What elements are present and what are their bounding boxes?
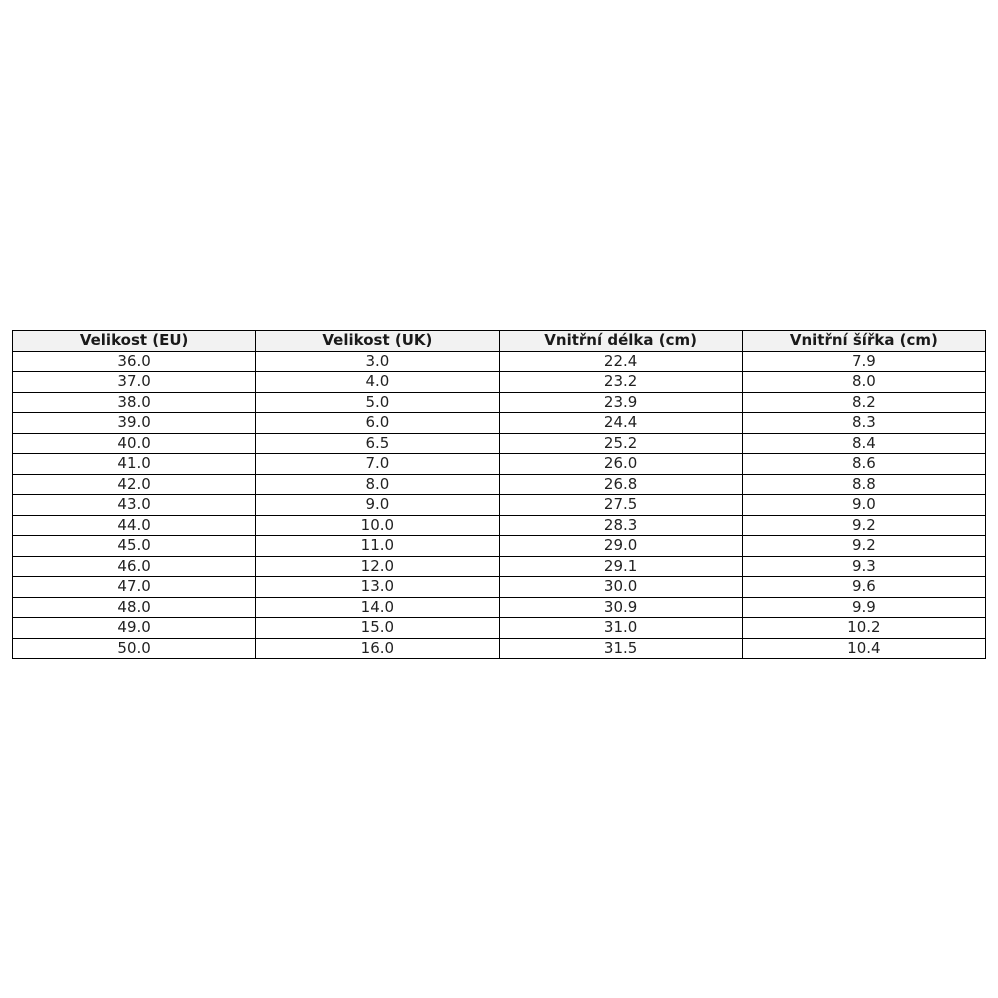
table-cell: 31.0	[499, 618, 742, 639]
table-cell: 8.6	[742, 454, 985, 475]
table-row	[13, 454, 986, 475]
table-cell: 6.0	[256, 413, 499, 434]
table-cell: 14.0	[256, 597, 499, 618]
table-cell: 37.0	[13, 372, 256, 393]
table-cell: 41.0	[13, 454, 256, 475]
table-cell: 23.9	[499, 392, 742, 413]
table-cell: 10.2	[742, 618, 985, 639]
table-cell: 24.4	[499, 413, 742, 434]
table-cell: 8.0	[256, 474, 499, 495]
table-cell: 3.0	[256, 351, 499, 372]
table-cell: 12.0	[256, 556, 499, 577]
table-cell: 15.0	[256, 618, 499, 639]
table-cell: 26.0	[499, 454, 742, 475]
table-cell: 6.5	[256, 433, 499, 454]
table-cell: 42.0	[13, 474, 256, 495]
table-cell: 49.0	[13, 618, 256, 639]
table-cell: 31.5	[499, 638, 742, 659]
table-cell: 29.0	[499, 536, 742, 557]
table-cell: 27.5	[499, 495, 742, 516]
table-row	[13, 372, 986, 393]
table-cell: 22.4	[499, 351, 742, 372]
column-header: Velikost (EU)	[13, 331, 256, 352]
table-row	[13, 392, 986, 413]
table-row	[13, 413, 986, 434]
column-header: Vnitřní šířka (cm)	[742, 331, 985, 352]
table-row	[13, 556, 986, 577]
table-cell: 44.0	[13, 515, 256, 536]
table-cell: 50.0	[13, 638, 256, 659]
table-cell: 40.0	[13, 433, 256, 454]
table-cell: 9.6	[742, 577, 985, 598]
table-cell: 8.3	[742, 413, 985, 434]
table-cell: 45.0	[13, 536, 256, 557]
table-row	[13, 618, 986, 639]
column-header: Velikost (UK)	[256, 331, 499, 352]
table-cell: 30.0	[499, 577, 742, 598]
table-cell: 7.9	[742, 351, 985, 372]
table-cell: 36.0	[13, 351, 256, 372]
table-cell: 7.0	[256, 454, 499, 475]
table-head	[13, 331, 986, 352]
table-cell: 8.4	[742, 433, 985, 454]
table-body	[13, 351, 986, 659]
table-cell: 13.0	[256, 577, 499, 598]
table-cell: 8.8	[742, 474, 985, 495]
table-cell: 43.0	[13, 495, 256, 516]
table-row	[13, 351, 986, 372]
table-row	[13, 474, 986, 495]
table-cell: 9.3	[742, 556, 985, 577]
table-cell: 38.0	[13, 392, 256, 413]
table-cell: 4.0	[256, 372, 499, 393]
table-cell: 10.4	[742, 638, 985, 659]
table-cell: 26.8	[499, 474, 742, 495]
table-row	[13, 536, 986, 557]
table-cell: 9.0	[742, 495, 985, 516]
table-cell: 11.0	[256, 536, 499, 557]
table-cell: 9.0	[256, 495, 499, 516]
table-cell: 47.0	[13, 577, 256, 598]
table-cell: 8.0	[742, 372, 985, 393]
table-cell: 25.2	[499, 433, 742, 454]
table-row	[13, 638, 986, 659]
table-row	[13, 515, 986, 536]
table-cell: 29.1	[499, 556, 742, 577]
table-cell: 28.3	[499, 515, 742, 536]
table-row	[13, 495, 986, 516]
table-cell: 8.2	[742, 392, 985, 413]
table-cell: 16.0	[256, 638, 499, 659]
table-cell: 30.9	[499, 597, 742, 618]
size-conversion-table	[12, 330, 986, 659]
table-cell: 48.0	[13, 597, 256, 618]
table-cell: 46.0	[13, 556, 256, 577]
table-row	[13, 577, 986, 598]
table-cell: 23.2	[499, 372, 742, 393]
column-header: Vnitřní délka (cm)	[499, 331, 742, 352]
table-row	[13, 433, 986, 454]
table-cell: 9.9	[742, 597, 985, 618]
table-cell: 10.0	[256, 515, 499, 536]
table-row	[13, 597, 986, 618]
table-cell: 5.0	[256, 392, 499, 413]
header-row	[13, 331, 986, 352]
table-cell: 39.0	[13, 413, 256, 434]
table-cell: 9.2	[742, 515, 985, 536]
table-cell: 9.2	[742, 536, 985, 557]
